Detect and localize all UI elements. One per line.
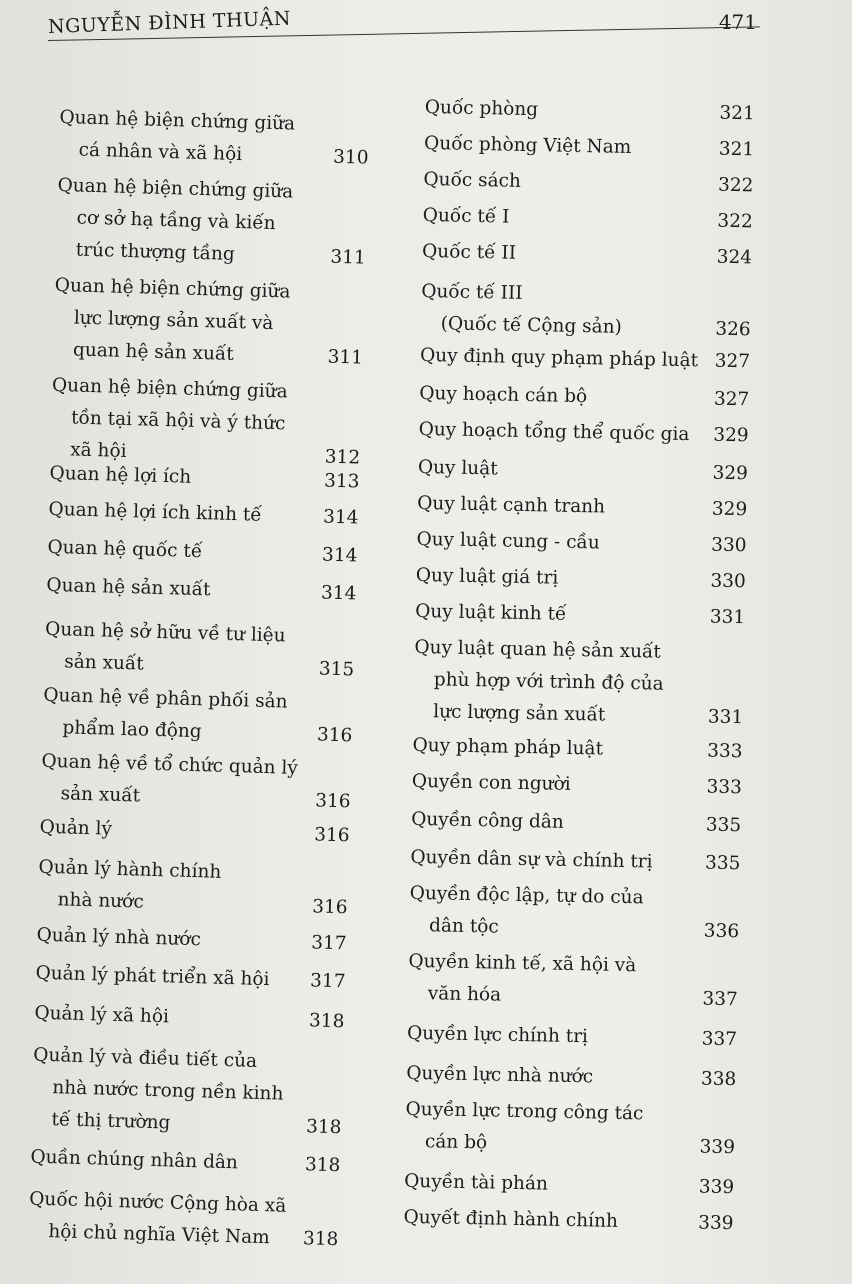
index-term: Quyết định hành chính — [403, 1206, 619, 1232]
index-entry — [37, 852, 349, 925]
index-page-ref: 327 — [713, 388, 750, 411]
index-term: Quyền lực chính trị — [406, 1022, 589, 1048]
index-page-ref: 324 — [716, 246, 753, 269]
index-term-continuation: hội chủ nghĩa Việt Nam — [48, 1221, 271, 1249]
index-entry — [44, 614, 356, 687]
index-entry — [48, 494, 359, 535]
index-term-continuation: dân tộc — [428, 915, 499, 938]
index-page-ref: 311 — [327, 346, 364, 369]
index-term: Quốc tế II — [421, 240, 517, 264]
index-entry — [40, 746, 352, 819]
index-term: Quy luật — [417, 456, 498, 480]
index-term: Quan hệ biện chứng giữa — [51, 374, 288, 403]
index-term: Quản lý xã hội — [34, 1002, 170, 1028]
index-term-continuation: nhà nước trong nền kinh — [52, 1077, 284, 1105]
index-page-ref: 321 — [719, 102, 755, 125]
index-page-ref: 329 — [712, 462, 749, 485]
index-term: Quyền độc lập, tự do của — [409, 882, 644, 909]
index-entry — [412, 766, 743, 804]
index-entry — [422, 236, 753, 274]
index-term: Quan hệ quốc tế — [47, 536, 203, 563]
index-entry — [409, 878, 740, 948]
index-term: Quốc phòng — [424, 97, 539, 121]
index-term: Quản lý — [39, 816, 113, 840]
index-page-ref: 317 — [310, 932, 347, 955]
index-term-continuation: lực lượng sản xuất và — [73, 307, 274, 335]
index-page-ref: 316 — [316, 724, 353, 747]
index-term-continuation: sản xuất — [64, 651, 145, 675]
index-term-continuation: phẩm lao động — [62, 717, 202, 743]
index-page-ref: 331 — [709, 606, 746, 629]
index-term-continuation: cơ sở hạ tầng và kiến — [76, 207, 276, 235]
index-entry — [46, 570, 357, 611]
index-page-ref: 316 — [311, 896, 348, 919]
index-entry — [35, 958, 346, 999]
index-term-continuation: phù hợp với trình độ của — [433, 669, 664, 695]
index-entry — [34, 998, 345, 1039]
index-term: Quan hệ biện chứng giữa — [59, 106, 296, 135]
index-entry — [425, 92, 756, 130]
index-term: Quốc sách — [423, 168, 522, 192]
index-page-ref: 335 — [705, 814, 742, 837]
index-page-ref: 315 — [318, 658, 355, 681]
index-page-ref: 333 — [706, 776, 743, 799]
index-page-ref: 329 — [713, 424, 749, 447]
index-term: Quy hoạch cán bộ — [419, 382, 588, 408]
index-term: Quản lý nhà nước — [36, 924, 202, 951]
index-page-ref: 335 — [704, 852, 741, 875]
index-term: Quy luật giá trị — [415, 564, 559, 589]
index-term: Quốc tế III — [421, 280, 523, 304]
index-term: Quy hoạch tổng thể quốc gia — [418, 418, 690, 446]
index-page-ref: 314 — [321, 544, 358, 567]
index-entry — [417, 488, 748, 526]
index-term: Quy luật cạnh tranh — [417, 492, 606, 518]
index-term: Quốc hội nước Cộng hòa xã — [29, 1188, 287, 1217]
index-term-continuation: tồn tại xã hội và ý thức — [70, 407, 286, 435]
index-entry — [419, 378, 750, 416]
index-term: Quyền công dân — [410, 808, 565, 833]
index-page-ref: 318 — [302, 1228, 339, 1251]
index-page-ref: 326 — [715, 318, 751, 341]
index-term: Quan hệ sở hữu về tư liệu — [44, 618, 286, 647]
index-term-continuation: quan hệ sản xuất — [72, 339, 235, 365]
index-entry — [422, 200, 753, 238]
index-term: Quy luật cung - cầu — [416, 528, 600, 554]
index-term: Quan hệ biện chứng giữa — [54, 274, 291, 303]
index-page-ref: 313 — [323, 470, 360, 493]
index-term-continuation: trúc thượng tầng — [75, 239, 236, 265]
index-term-continuation: cán bộ — [424, 1131, 488, 1154]
index-entry — [55, 170, 368, 275]
index-entry — [415, 596, 746, 634]
index-entry — [403, 1202, 734, 1240]
index-page-ref: 318 — [308, 1010, 345, 1033]
index-term: Quốc phòng Việt Nam — [423, 132, 632, 158]
index-term-continuation: xã hội — [69, 439, 127, 462]
index-page-ref: 339 — [698, 1176, 735, 1199]
index-term: Quyền lực nhà nước — [406, 1062, 594, 1088]
index-term: Quyền tài phán — [404, 1170, 549, 1195]
index-entry — [420, 340, 751, 378]
index-term: Quan hệ sản xuất — [46, 574, 211, 601]
index-entry — [408, 946, 739, 1016]
index-term-continuation: (Quốc tế Cộng sản) — [440, 313, 623, 338]
index-page-ref: 337 — [702, 988, 738, 1011]
index-entry — [47, 532, 358, 573]
index-term: Quyền kinh tế, xã hội và — [408, 950, 637, 977]
index-term: Quyền lực trong công tác — [405, 1098, 644, 1125]
index-page-ref: 311 — [330, 246, 366, 269]
index-page-ref: 322 — [717, 174, 754, 197]
index-entry — [404, 1166, 735, 1204]
index-page-ref: 310 — [332, 146, 369, 169]
index-term: Quan hệ biện chứng giữa — [57, 174, 294, 203]
index-page-ref: 314 — [322, 506, 359, 529]
index-entry — [30, 1142, 341, 1183]
index-entry — [58, 102, 370, 175]
index-term: Quản lý hành chính — [38, 856, 222, 883]
index-term: Quyền dân sự và chính trị — [410, 846, 653, 873]
index-term: Quy luật kinh tế — [414, 600, 567, 625]
index-page-ref: 329 — [711, 498, 748, 521]
index-entry — [31, 1040, 344, 1145]
index-entry — [407, 1018, 738, 1056]
index-entry — [416, 560, 747, 598]
index-page-ref: 316 — [314, 790, 351, 813]
index-entry — [39, 812, 350, 853]
index-page-ref: 327 — [714, 350, 751, 373]
index-page-ref: 330 — [710, 570, 747, 593]
index-page-ref: 312 — [324, 446, 361, 469]
index-term: Quy định quy phạm pháp luật — [419, 344, 699, 372]
index-term: Quần chúng nhân dân — [30, 1146, 239, 1174]
index-entry — [42, 680, 354, 753]
index-term-continuation: văn hóa — [427, 983, 502, 1006]
index-entry — [416, 524, 747, 562]
index-entry — [411, 804, 742, 842]
index-term-continuation: tế thị trường — [51, 1109, 171, 1134]
index-entry — [424, 128, 755, 166]
index-term-continuation: nhà nước — [57, 889, 145, 913]
index-term: Quan hệ lợi ích kinh tế — [48, 498, 263, 526]
index-term: Quốc tế I — [422, 204, 510, 228]
index-term: Quy luật quan hệ sản xuất — [414, 636, 662, 663]
index-page-ref: 316 — [313, 824, 350, 847]
index-page-ref: 330 — [710, 534, 747, 557]
index-term: Quan hệ lợi ích — [49, 462, 192, 488]
index-entry — [418, 414, 749, 452]
index-entry — [406, 1058, 737, 1096]
index-term-continuation: sản xuất — [60, 783, 141, 807]
page-number: 471 — [718, 10, 757, 34]
index-term: Quản lý phát triển xã hội — [35, 962, 270, 991]
index-term: Quyền con người — [411, 770, 571, 795]
index-entry — [410, 842, 741, 880]
index-entry — [418, 452, 749, 490]
index-entry — [53, 270, 366, 375]
index-entry — [420, 276, 751, 346]
index-entry — [423, 164, 754, 202]
index-term: Quan hệ về tổ chức quản lý — [41, 750, 299, 779]
running-head-author: NGUYỄN ĐÌNH THUẬN — [47, 7, 292, 38]
index-page-ref: 317 — [309, 970, 346, 993]
index-term-continuation: lực lượng sản xuất — [433, 701, 606, 726]
index-page-ref: 318 — [304, 1154, 341, 1177]
index-page-ref: 333 — [707, 740, 743, 763]
index-page-ref: 314 — [320, 582, 357, 605]
index-entry — [412, 730, 743, 768]
index-entry — [28, 1184, 340, 1257]
index-entry — [405, 1094, 736, 1164]
index-entry — [36, 920, 347, 961]
index-page-ref: 339 — [697, 1212, 734, 1235]
index-entry — [413, 632, 745, 734]
index-page-ref: 336 — [703, 920, 740, 943]
index-page-ref: 338 — [700, 1068, 737, 1091]
index-term: Quản lý và điều tiết của — [33, 1044, 258, 1072]
index-page-ref: 331 — [707, 706, 744, 729]
index-term: Quy phạm pháp luật — [412, 734, 604, 760]
index-page-ref: 318 — [305, 1116, 342, 1139]
index-term-continuation: cá nhân và xã hội — [78, 139, 243, 166]
index-term: Quan hệ về phân phối sản — [43, 684, 288, 713]
index-page-ref: 339 — [699, 1136, 736, 1159]
index-page-ref: 337 — [701, 1028, 738, 1051]
index-page-ref: 322 — [717, 210, 753, 233]
index-page-ref: 321 — [718, 138, 755, 161]
